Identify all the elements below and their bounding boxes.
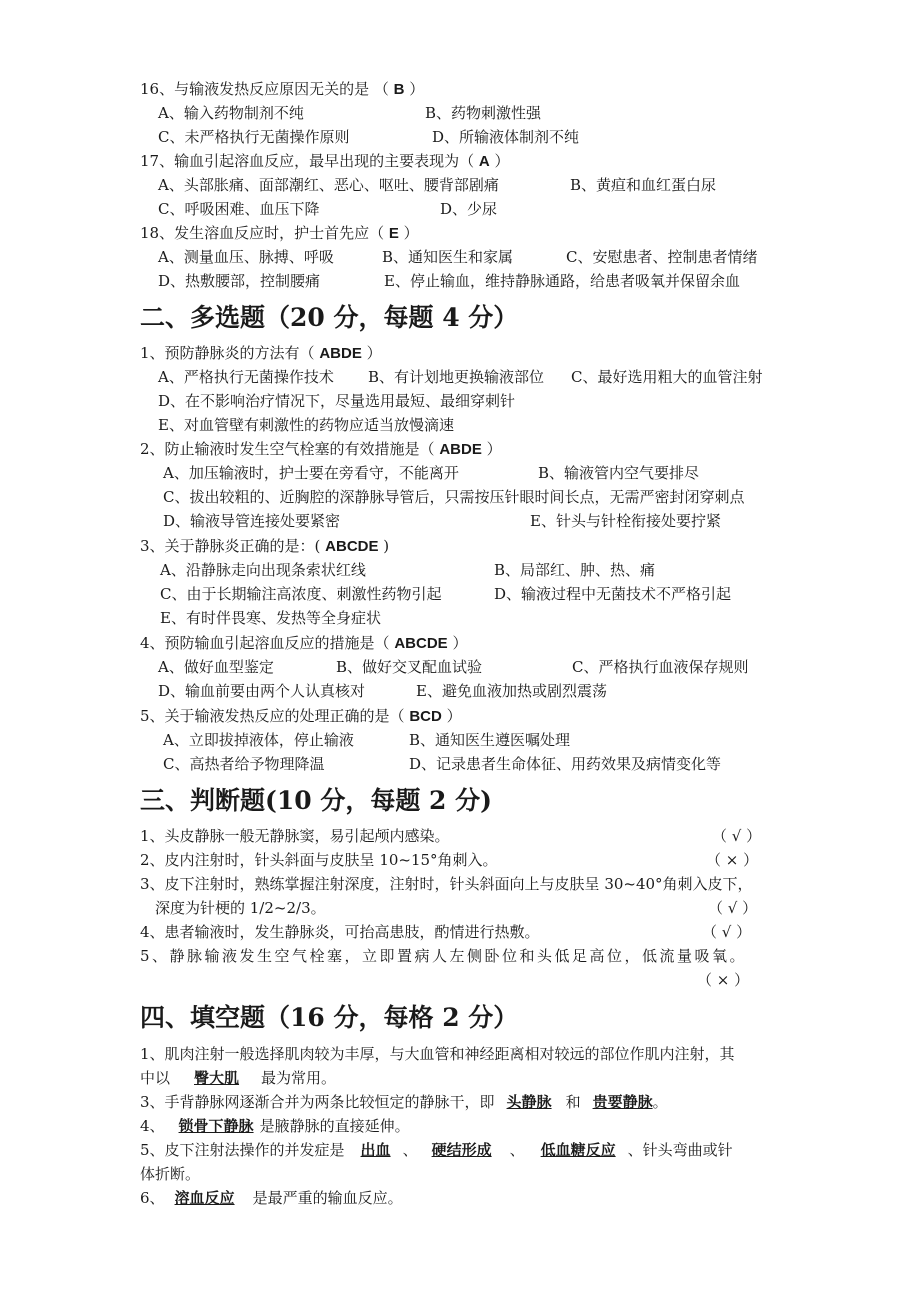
q17-option-c: C、呼吸困难、血压下降: [158, 200, 320, 218]
s2-q5-option-b: B、通知医生遵医嘱处理: [409, 731, 571, 749]
s2-q2-option-c: C、拔出较粗的、近胸腔的深静脉导管后，只需按压针眼时间长点，无需严密封闭穿刺点: [163, 488, 745, 506]
s2-q5-answer: BCD: [409, 708, 442, 725]
s3-q2-mark: （ × ）: [706, 851, 759, 869]
s2-q4-option-b: B、做好交叉配血试验: [336, 658, 483, 676]
q16-stem: 16、与输液发热反应原因无关的是 （ B ）: [140, 80, 425, 98]
s3-q2-text: 2、皮内注射时，针头斜面与皮肤呈 10~15°角刺入。: [140, 851, 498, 869]
s2-q2-option-e: E、针头与针栓衔接处要拧紧: [530, 512, 721, 530]
q17-option-a: A、头部胀痛、面部潮红、恶心、呕吐、腰背部剧痛: [158, 176, 499, 194]
s2-q3-answer: ABCDE: [325, 538, 379, 555]
s4-q3-line: 3、手背静脉网逐渐合并为两条比较恒定的静脉干，即 头静脉 和 贵要静脉。: [140, 1093, 668, 1111]
s2-q1-option-c: C、最好选用粗大的血管注射: [571, 368, 763, 386]
s4-q3-blank-2: 贵要静脉: [592, 1093, 653, 1111]
q18-option-d: D、热敷腰部，控制腰痛: [158, 272, 321, 290]
s2-q5-option-d: D、记录患者生命体征、用药效果及病情变化等: [409, 755, 722, 773]
s4-q5-line1: 5、皮下注射法操作的并发症是 出血 、 硬结形成 、 低血糖反应 、针头弯曲或针: [140, 1141, 733, 1159]
s2-q4-option-d: D、输血前要由两个人认真核对: [158, 682, 366, 700]
s4-q5-blank-3: 低血糖反应: [540, 1141, 616, 1159]
s2-q3-option-a: A、沿静脉走向出现条索状红线: [160, 561, 366, 579]
s2-q5-option-c: C、高热者给予物理降温: [163, 755, 325, 773]
s2-q1-option-d: D、在不影响治疗情况下，尽量选用最短、最细穿刺针: [158, 392, 516, 410]
section-2-title: 二、多选题（20 分，每题 4 分）: [140, 303, 519, 332]
section-3-title: 三、判断题(10 分，每题 2 分): [140, 786, 492, 815]
s4-q5-line2: 体折断。: [140, 1165, 201, 1183]
q17-stem: 17、输血引起溶血反应，最早出现的主要表现为（ A ）: [140, 152, 510, 170]
q17-option-b: B、黄疸和血红蛋白尿: [570, 176, 717, 194]
s2-q5-option-a: A、立即拔掉液体，停止输液: [163, 731, 354, 749]
q18-option-c: C、安慰患者、控制患者情绪: [566, 248, 758, 266]
s4-q1-line2: 中以 臀大肌 最为常用。: [140, 1069, 337, 1087]
s4-q5-blank-1: 出血: [360, 1141, 391, 1159]
s3-q3-text-cont: 深度为针梗的 1/2~2/3。: [155, 899, 326, 917]
s2-q3-option-c: C、由于长期输注高浓度、刺激性药物引起: [160, 585, 442, 603]
q16-option-a: A、输入药物制剂不纯: [158, 104, 304, 122]
s2-q4-answer: ABCDE: [394, 635, 448, 652]
q17-option-d: D、少尿: [440, 200, 498, 218]
s4-q1-line1: 1、肌肉注射一般选择肌肉较为丰厚，与大血管和神经距离相对较远的部位作肌内注射，其: [140, 1045, 735, 1063]
s4-q3-blank-1: 头静脉: [506, 1093, 552, 1111]
s2-q2-answer: ABDE: [439, 441, 482, 458]
s3-q4-text: 4、患者输液时，发生静脉炎，可抬高患肢，酌情进行热敷。: [140, 923, 540, 941]
s4-q4-line: 4、 锁骨下静脉 是腋静脉的直接延伸。: [140, 1117, 410, 1135]
s4-q5-blank-2: 硬结形成: [431, 1141, 492, 1159]
s2-q2-option-b: B、输液管内空气要排尽: [538, 464, 700, 482]
s3-q5-mark: （ × ）: [697, 971, 750, 989]
s3-q1-mark: （ √ ）: [712, 827, 762, 845]
s2-q4-option-a: A、做好血型鉴定: [158, 658, 274, 676]
s2-q1-answer: ABDE: [319, 345, 362, 362]
q18-option-a: A、测量血压、脉搏、呼吸: [158, 248, 334, 266]
s2-q3-stem: 3、关于静脉炎正确的是：( ABCDE ): [140, 537, 390, 555]
s2-q3-option-d: D、输液过程中无菌技术不严格引起: [494, 585, 732, 603]
q16-option-b: B、药物刺激性强: [425, 104, 542, 122]
s4-q4-blank: 锁骨下静脉: [178, 1117, 254, 1135]
q18-option-b: B、通知医生和家属: [382, 248, 514, 266]
s2-q2-stem: 2、防止输液时发生空气栓塞的有效措施是（ ABDE ）: [140, 440, 502, 458]
s3-q3-mark: （ √ ）: [708, 899, 758, 917]
s2-q2-option-a: A、加压输液时，护士要在旁看守，不能离开: [163, 464, 459, 482]
s2-q1-option-e: E、对血管壁有刺激性的药物应适当放慢滴速: [158, 416, 454, 434]
s2-q4-option-c: C、严格执行血液保存规则: [572, 658, 749, 676]
q16-option-d: D、所输液体制剂不纯: [432, 128, 580, 146]
section-4-title: 四、填空题（16 分，每格 2 分）: [140, 1003, 519, 1032]
s2-q5-stem: 5、关于输液发热反应的处理正确的是（ BCD ）: [140, 707, 462, 725]
s2-q1-option-b: B、有计划地更换输液部位: [368, 368, 545, 386]
q16-option-c: C、未严格执行无菌操作原则: [158, 128, 350, 146]
s4-q6-blank: 溶血反应: [174, 1189, 235, 1207]
q16-answer: B: [393, 81, 405, 98]
s2-q3-option-e: E、有时伴畏寒、发热等全身症状: [160, 609, 381, 627]
s2-q4-stem: 4、预防输血引起溶血反应的措施是（ ABCDE ）: [140, 634, 468, 652]
s4-q6-line: 6、 溶血反应 是最严重的输血反应。: [140, 1189, 403, 1207]
s2-q3-option-b: B、局部红、肿、热、痛: [494, 561, 656, 579]
s2-q2-option-d: D、输液导管连接处要紧密: [163, 512, 341, 530]
s2-q1-stem: 1、预防静脉炎的方法有（ ABDE ）: [140, 344, 382, 362]
q18-option-e: E、停止输血，维持静脉通路，给患者吸氧并保留余血: [384, 272, 740, 290]
q18-stem: 18、发生溶血反应时，护士首先应（ E ）: [140, 224, 419, 242]
s3-q3-text: 3、皮下注射时，熟练掌握注射深度，注射时，针头斜面向上与皮肤呈 30~40°角刺入皮下，: [140, 875, 753, 893]
s2-q1-option-a: A、严格执行无菌操作技术: [158, 368, 334, 386]
q18-answer: E: [388, 225, 399, 242]
s3-q1-text: 1、头皮静脉一般无静脉窦，易引起颅内感染。: [140, 827, 450, 845]
q17-answer: A: [478, 153, 490, 170]
s4-q1-blank: 臀大肌: [194, 1069, 240, 1087]
s3-q5-text: 5、静脉输液发生空气栓塞，立即置病人左侧卧位和头低足高位，低流量吸氧。: [140, 947, 748, 965]
s2-q4-option-e: E、避免血液加热或剧烈震荡: [416, 682, 607, 700]
s3-q4-mark: （ √ ）: [702, 923, 752, 941]
